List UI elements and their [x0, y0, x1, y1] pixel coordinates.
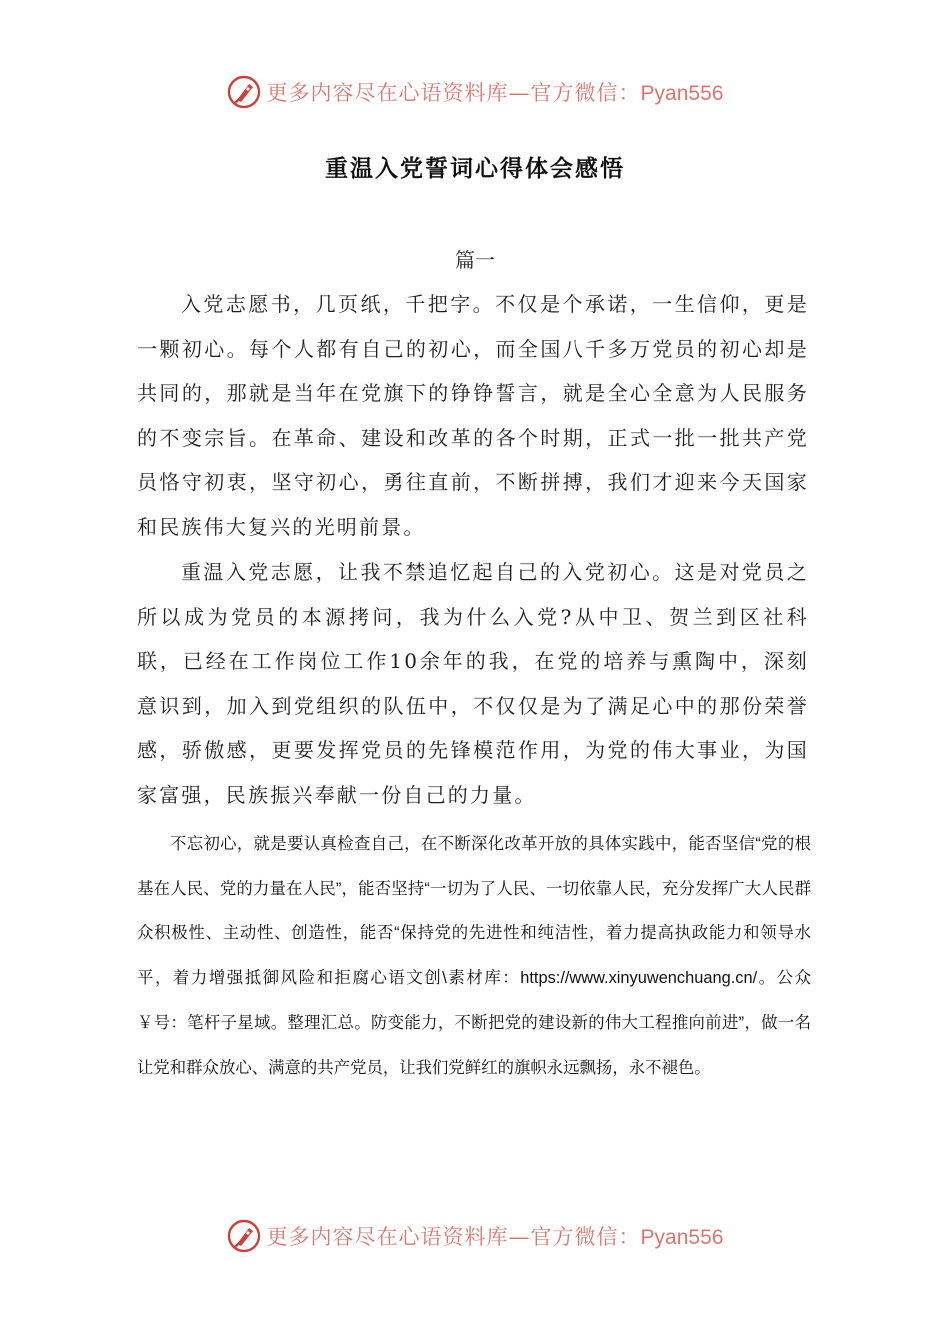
banner-text [267, 1221, 724, 1251]
pen-nib-logo-icon [227, 1219, 261, 1253]
banner-text [267, 77, 724, 107]
pen-nib-logo-icon [227, 75, 261, 109]
banner-wechat-id: Pyan556 [640, 82, 724, 105]
paragraph-1: 入党志愿书，几页纸，千把字。不仅是个承诺，一生信仰，更是一颗初心。每个人都有自己的初心，而全国八千多万党员的初心却是共同的，那就是当年在党旗下的铮铮誓言，就是全心全意为人民服务的不变宗旨。在革命、建设和改革的各个时期，正式一批一批共产党员恪守初衷，坚守初心，勇往直前，不断拼搏，我们才迎来今天国家和民族伟大复兴的光明前景。 [137, 292, 809, 539]
paragraph-2: 重温入党志愿，让我不禁追忆起自己的入党初心。这是对党员之所以成为党员的本源拷问，我为什么入党?从中卫、贺兰到区社科联，已经在工作岗位工作10余年的我，在党的培养与熏陶中，深刻意识到，加入到党组织的队伍中，不仅仅是为了满足心中的那份荣誉感，骄傲感，更要发挥党员的先锋模范作用，为党的伟大事业，为国家富强，民族振兴奉献一份自己的力量。 [137, 560, 809, 807]
section-label: 篇一 [455, 248, 495, 272]
banner-slogan: 更多内容尽在心语资料库—官方微信： [266, 1225, 641, 1249]
banner-wechat-id: Pyan556 [640, 1226, 724, 1249]
footer-banner [0, 1214, 950, 1258]
document-title: 重温入党誓词心得体会感悟 [325, 156, 625, 182]
banner-slogan: 更多内容尽在心语资料库—官方微信： [266, 81, 641, 105]
paragraph-3: 不忘初心，就是要认真检查自己，在不断深化改革开放的具体实践中，能否坚信“党的根基在人民、党的力量在人民”，能否坚持“一切为了人民、一切依靠人民，充分发挥广大人民群众积极性、主动性、创造性，能否“保持党的先进性和纯洁性，着力提高执政能力和领导水平，着力增强抵御风险和拒腐心语文创\素材库：https://www.xinyuwenchuang.cn/。公众￥号：笔杆子星域。整理汇总。防变能力，不断把党的建设新的伟大工程推向前进”，做一名让党和群众放心、满意的共产党员，让我们党鲜红的旗帜永远飘扬，永不褪色。 [137, 835, 811, 1077]
header-banner [0, 70, 950, 114]
